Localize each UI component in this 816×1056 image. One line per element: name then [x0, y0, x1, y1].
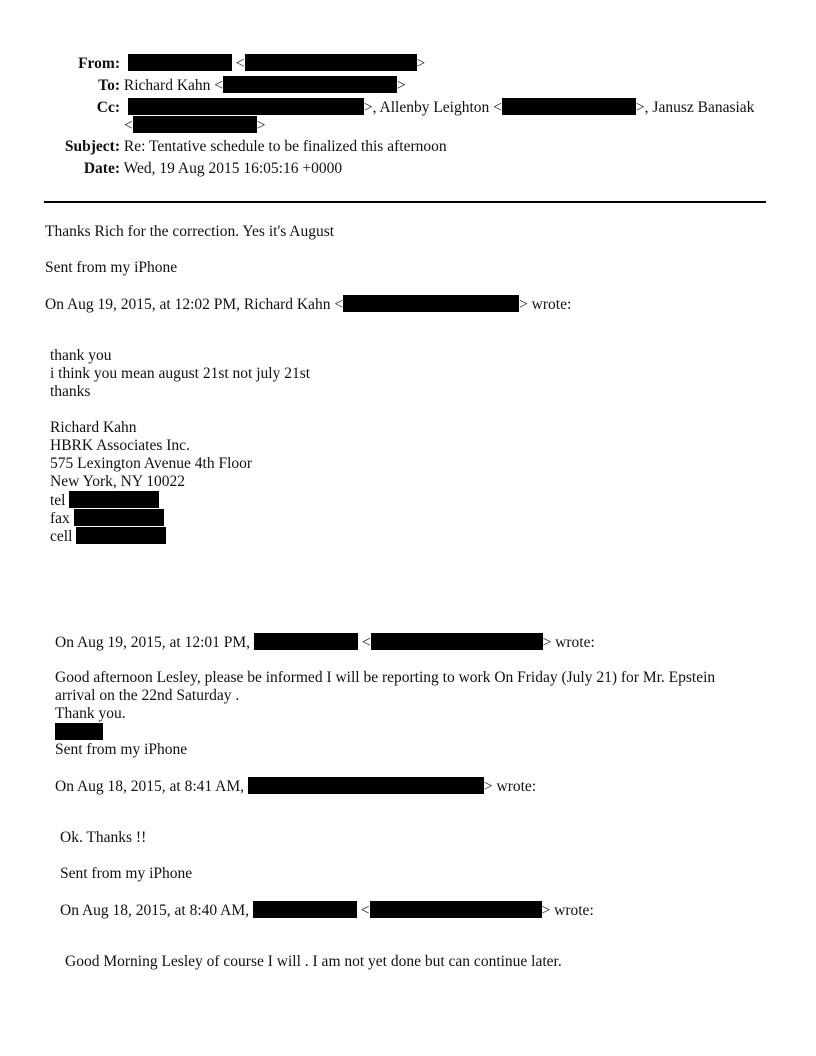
signature-name: Richard Kahn [50, 419, 137, 436]
quote-header: On Aug 18, 2015, at 8:40 AM, < > wrote: [60, 902, 594, 919]
quote-line: thanks [50, 383, 91, 400]
quote-line: thank you [50, 347, 112, 364]
header-cc: Cc: >, Allenby Leighton < >, Janusz Banasiak [0, 98, 754, 117]
quote-line: i think you mean august 21st not july 21st [50, 365, 311, 382]
signature-address: 575 Lexington Avenue 4th Floor [50, 455, 253, 472]
redaction-signature [55, 723, 103, 742]
from-label: From: [78, 55, 120, 72]
redaction [370, 901, 542, 918]
redaction [69, 491, 159, 508]
redaction [343, 295, 519, 312]
header-divider [44, 201, 766, 203]
cc-name-2: Allenby Leighton [379, 99, 490, 116]
quote-line: Good afternoon Lesley, please be informed I will be reporting to work On Friday (July 21) for Mr. Epstein [55, 669, 716, 686]
subject-text: Re: Tentative schedule to be finalized this afternoon [123, 138, 447, 155]
quote-line: Good Morning Lesley of course I will . I am not yet done but can continue later. [65, 953, 562, 970]
sent-from: Sent from my iPhone [55, 741, 188, 758]
quote-line: arrival on the 22nd Saturday . [55, 687, 240, 704]
redaction [133, 116, 257, 133]
redaction [502, 98, 636, 115]
date-text: Wed, 19 Aug 2015 16:05:16 +0000 [123, 160, 343, 177]
sent-from: Sent from my iPhone [45, 259, 178, 276]
quote-header: On Aug 19, 2015, at 12:01 PM, < > wrote: [55, 634, 595, 651]
redaction [55, 723, 103, 740]
redaction [245, 54, 417, 71]
signature-company: HBRK Associates Inc. [50, 437, 190, 454]
redaction [253, 901, 357, 918]
redaction [76, 527, 166, 544]
body-line: Thanks Rich for the correction. Yes it's August [45, 223, 335, 240]
redaction [248, 777, 484, 794]
redaction [254, 633, 358, 650]
header-subject [0, 138, 447, 156]
quote-header: On Aug 18, 2015, at 8:41 AM, > wrote: [55, 778, 537, 795]
quote-line: Thank you. [55, 705, 126, 722]
redaction [371, 633, 543, 650]
to-label: To: [98, 77, 120, 94]
header-date [0, 160, 342, 178]
cc-name-3: Janusz Banasiak [652, 99, 755, 116]
sent-from: Sent from my iPhone [60, 865, 193, 882]
to-name: Richard Kahn [123, 77, 211, 94]
signature-address: New York, NY 10022 [50, 473, 186, 490]
signature-cell: cell [50, 527, 166, 546]
subject-label: Subject: [64, 138, 120, 155]
redaction [128, 54, 232, 71]
redaction [74, 509, 164, 526]
header-to: To: Richard Kahn < > [0, 76, 406, 95]
quote-line: Ok. Thanks !! [60, 829, 147, 846]
redaction [128, 98, 364, 115]
signature-tel: tel [50, 491, 159, 510]
redaction [223, 76, 397, 93]
header-cc-cont: < > [124, 117, 266, 134]
cc-label: Cc: [96, 99, 120, 116]
header-from: From: < > [0, 54, 425, 73]
signature-fax: fax [50, 509, 164, 528]
quote-header: On Aug 19, 2015, at 12:02 PM, Richard Kahn < > wrote: [45, 296, 572, 313]
date-label: Date: [83, 160, 120, 177]
